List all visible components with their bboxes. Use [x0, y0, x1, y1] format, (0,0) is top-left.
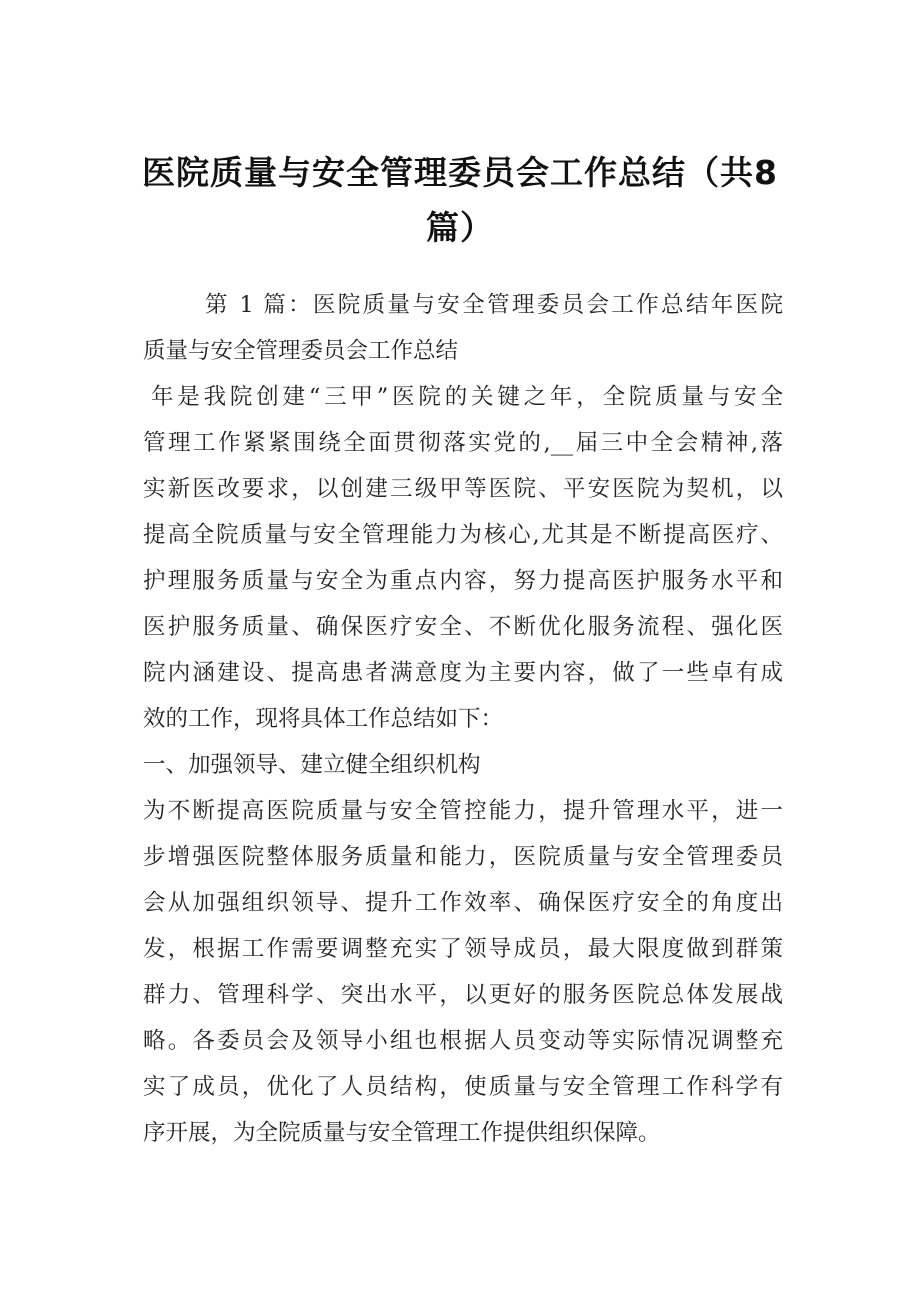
- document-body: [143, 282, 783, 1156]
- title-line-1: 医院质量与安全管理委员会工作总结（共8: [142, 153, 778, 192]
- body-line: 为不断提高医院质量与安全管控能力，提升管理水平，进一: [143, 798, 783, 824]
- body-line: 第 1 篇：医院质量与安全管理委员会工作总结年医院: [205, 292, 783, 318]
- body-line: 质量与安全管理委员会工作总结: [143, 338, 459, 364]
- body-line: 年是我院创建“三甲”医院的关键之年，全院质量与安全: [151, 384, 783, 410]
- body-line: 发，根据工作需要调整充实了领导成员，最大限度做到群策: [143, 936, 783, 962]
- section-heading: 一、加强领导、建立健全组织机构: [143, 752, 481, 778]
- body-line: 略。各委员会及领导小组也根据人员变动等实际情况调整充: [143, 1028, 783, 1054]
- body-line: 会从加强组织领导、提升工作效率、确保医疗安全的角度出: [143, 890, 783, 916]
- body-line: 实了成员，优化了人员结构，使质量与安全管理工作科学有: [143, 1074, 783, 1100]
- title-line-2: 篇）: [426, 208, 494, 247]
- document-title: [130, 145, 790, 255]
- body-line: 效的工作，现将具体工作总结如下：: [143, 706, 504, 732]
- body-line: 实新医改要求，以创建三级甲等医院、平安医院为契机，以: [143, 476, 783, 502]
- body-line: 序开展，为全院质量与安全管理工作提供组织保障。: [143, 1120, 661, 1146]
- body-line: 护理服务质量与安全为重点内容，努力提高医护服务水平和: [143, 568, 783, 594]
- body-line: 院内涵建设、提高患者满意度为主要内容，做了一些卓有成: [143, 660, 783, 686]
- body-line: 医护服务质量、确保医疗安全、不断优化服务流程、强化医: [143, 614, 783, 640]
- body-line: 提高全院质量与安全管理能力为核心,尤其是不断提高医疗、: [143, 522, 783, 548]
- body-line: 管理工作紧紧围绕全面贯彻落实党的,__届三中全会精神,落: [143, 430, 783, 456]
- body-line: 步增强医院整体服务质量和能力，医院质量与安全管理委员: [143, 844, 783, 870]
- body-line: 群力、管理科学、突出水平，以更好的服务医院总体发展战: [143, 982, 783, 1008]
